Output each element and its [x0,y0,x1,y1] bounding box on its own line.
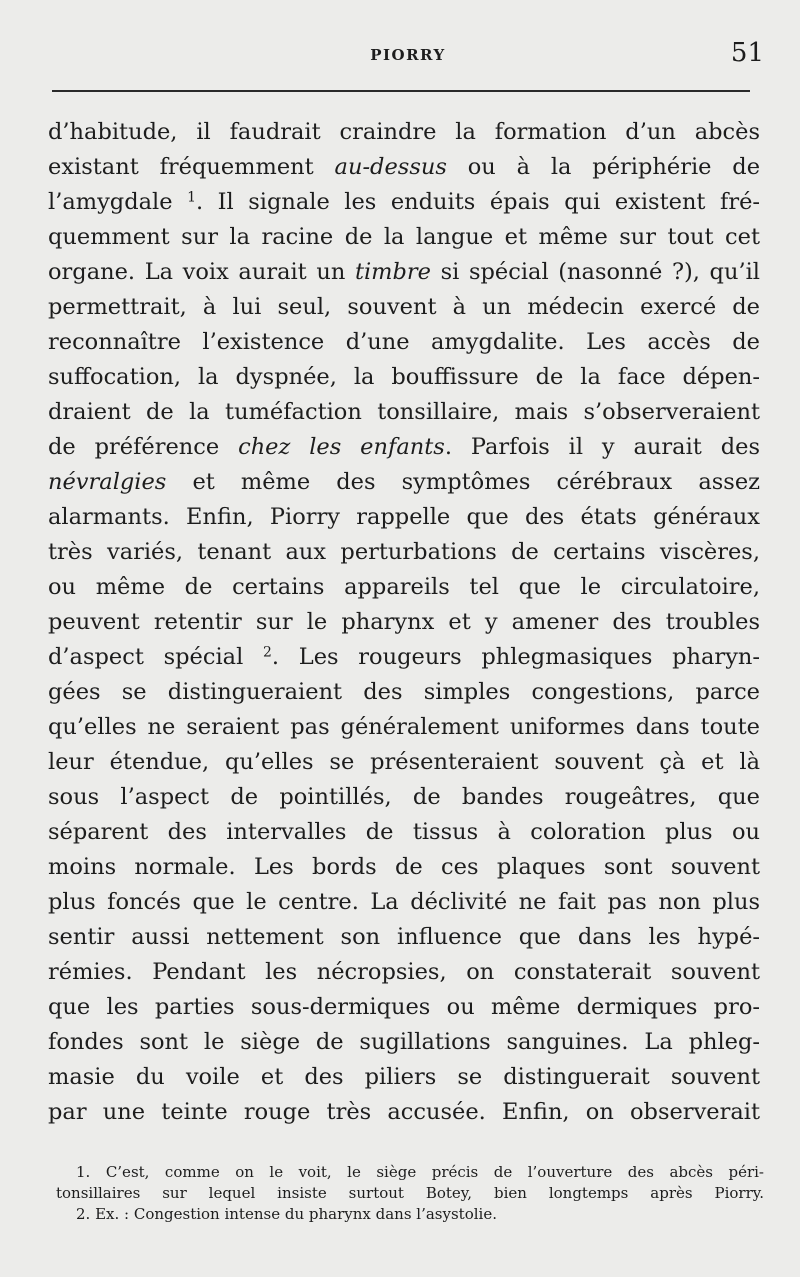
italic-run: timbre [354,259,431,285]
text-line [48,535,760,570]
text-run: l’amygdale [48,189,188,215]
text-line [48,850,760,885]
text-line [48,500,760,535]
text-line [48,885,760,920]
text-line [48,465,760,500]
text-line [48,640,760,675]
text-run: . Les rougeurs phlegmasiques pharyn- [271,644,760,670]
text-run: masie du voile et des piliers se distinguerait souvent [48,1064,760,1090]
text-run: ou à la périphérie de [446,154,761,180]
text-run: que les parties sous-dermiques ou même dermiques pro- [48,994,760,1020]
footnotes [56,1162,764,1225]
text-run: alarmants. Enfin, Piorry rappelle que des états généraux [48,504,760,530]
footnote-line: 1. C’est, comme on le voit, le siège précis de l’ouverture des abcès péri- [76,1163,764,1181]
footnote-ref: 2 [263,644,272,661]
text-line [48,290,760,325]
text-line [48,115,760,150]
text-line [48,920,760,955]
page-number: 51 [730,38,764,68]
text-run: sous l’aspect de pointillés, de bandes rougeâtres, que [48,784,760,810]
text-run: par une teinte rouge très accusée. Enfin, on observerait [48,1099,760,1125]
running-header [52,38,764,78]
italic-run: névralgies [48,469,167,495]
text-line [48,1095,760,1130]
text-run: d’aspect spécial [48,644,264,670]
text-run: fondes sont le siège de sugillations sanguines. La phleg- [48,1029,760,1055]
text-run: suffocation, la dyspnée, la bouffissure de la face dépen- [48,364,760,390]
text-run: moins normale. Les bords de ces plaques sont souvent [48,854,760,880]
text-run: plus foncés que le centre. La déclivité ne fait pas non plus [48,889,760,915]
text-line [48,605,760,640]
text-line [48,430,760,465]
footnote-line: tonsillaires sur lequel insiste surtout Botey, bien longtemps après Piorry. [56,1184,764,1202]
text-line [48,710,760,745]
text-run: draient de la tuméfaction tonsillaire, mais s’observeraient [48,399,760,425]
footnote-line: 2. Ex. : Congestion intense du pharynx dans l’asystolie. [76,1205,497,1223]
header-rule [52,90,750,92]
text-line [48,325,760,360]
text-line [48,255,760,290]
text-line [48,150,760,185]
text-run: très variés, tenant aux perturbations de certains viscères, [48,539,760,565]
text-line [48,990,760,1025]
text-run: gées se distingueraient des simples congestions, parce [48,679,760,705]
text-line [48,955,760,990]
text-line [48,815,760,850]
text-line [48,675,760,710]
text-run: qu’elles ne seraient pas généralement uniformes dans toute [48,714,760,740]
text-run: . Il signale les enduits épais qui existent fré- [195,189,760,215]
text-line [48,1060,760,1095]
text-line [48,1025,760,1060]
text-run: permettrait, à lui seul, souvent à un médecin exercé de [48,294,760,320]
text-run: d’habitude, il faudrait craindre la formation d’un abcès [48,119,760,145]
text-run: de préférence [48,434,239,460]
text-run: rémies. Pendant les nécropsies, on constaterait souvent [48,959,760,985]
text-run: si spécial (nasonné ?), qu’il [431,259,760,285]
text-line [48,745,760,780]
text-run: peuvent retentir sur le pharynx et y amener des troubles [48,609,760,635]
text-run: séparent des intervalles de tissus à coloration plus ou [48,819,760,845]
footnote-ref: 1 [187,189,196,206]
text-line [48,395,760,430]
text-line [48,360,760,395]
body-text [48,115,760,1130]
text-run: ou même de certains appareils tel que le circulatoire, [48,574,760,600]
text-run: reconnaître l’existence d’une amygdalite. Les accès de [48,329,760,355]
text-run: existant fréquemment [48,154,335,180]
text-run: leur étendue, qu’elles se présenteraient souvent çà et là [48,749,760,775]
italic-run: chez les enfants [238,434,445,460]
italic-run: au-dessus [334,154,447,180]
text-run: organe. La voix aurait un [48,259,355,285]
text-run: sentir aussi nettement son influence que dans les hypé- [48,924,760,950]
text-line [48,570,760,605]
text-run: quemment sur la racine de la langue et même sur tout cet [48,224,760,250]
text-line [48,220,760,255]
text-line [48,780,760,815]
running-title: PIORRY [370,46,446,64]
text-line [48,185,760,220]
text-run: . Parfois il y aurait des [444,434,760,460]
text-run: et même des symptômes cérébraux assez [166,469,760,495]
